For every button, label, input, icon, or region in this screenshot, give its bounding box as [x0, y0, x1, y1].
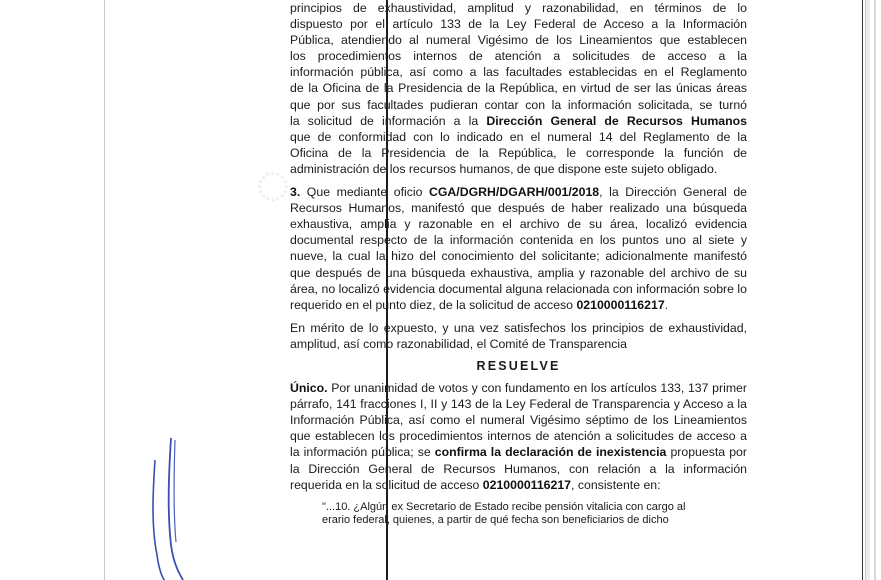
quoted-request	[322, 501, 747, 528]
watermark-mark: ◌	[255, 151, 291, 217]
p1-line: que de conformidad con lo indicado en el numeral 14 del Reglamento de la	[290, 129, 747, 144]
paragraph-unico	[290, 380, 747, 493]
quote-line: "...10. ¿Algún ex Secretario de Estado recibe pensión vitalicia con cargo al	[322, 500, 686, 513]
oficio-number: CGA/DGRH/DGARH/001/2018	[428, 185, 600, 200]
p1-line: Pública, atendiendo al numeral Vigésimo de los Lineamientos que establecen	[290, 33, 747, 48]
paragraph-3	[290, 184, 747, 313]
p3-text-b: , la Dirección General de Recursos Humanos, manifestó que después de haber realizado una búsqueda exhaustiva, amplia y razonable en el archivo de su área, localizó evidencia documental respecto de la información contenida en los puntos uno al siete y nueve, la cual la hizo del conocimiento del solicitante; adicionalmente manifestó que después de una búsqueda exhaustiva, amplia y razonable del archivo de su área, no localizó evidencia documental alguna relacionada con información sobre lo requerido en el punto diez, de la solicitud de acceso	[290, 185, 747, 312]
unico-text-a: Por unanimidad de votos y con fundamento en los artículos 133, 137 primer párrafo, 141 fracciones I, II y 143 de la Ley Federal de Transparencia y Acceso a la Información Pública, así como el numeral Vigésimo séptimo de los Lineamientos que establecen los procedimientos internos de atención a solicitudes de acceso a la información pública; se	[290, 381, 747, 460]
folio-number: 0210000116217	[576, 297, 665, 312]
confirma-bold: confirma la declaración de inexistencia	[434, 445, 667, 460]
p1-line: administración de los recursos humanos, de que dispone este sujeto obligado.	[290, 161, 718, 176]
quote-line: erario federal, quienes, a partir de qué fecha son beneficiarios de dicho	[322, 514, 669, 527]
p1-line-8	[290, 113, 747, 129]
resuelve-heading: RESUELVE	[476, 358, 561, 373]
column-rule-right	[862, 0, 863, 580]
paragraph-2-continued	[290, 0, 747, 177]
handwritten-signature	[145, 430, 195, 580]
unico-text-b: propuesta por la Dirección General de Recursos Humanos, con relación a la información requerida en la solicitud de acceso	[290, 445, 747, 492]
document-text-column	[290, 0, 747, 528]
p1-line: Oficina de la Presidencia de la República, le corresponde la función de	[290, 145, 747, 160]
page-edge-line	[874, 0, 876, 580]
p3-text-a: Que mediante oficio	[300, 185, 429, 200]
p3-end: .	[664, 297, 669, 312]
unico-end: , consistente en:	[571, 477, 661, 492]
p1-line: de la Oficina de la Presidencia de la República, en virtud de ser las únicas áreas	[290, 81, 747, 96]
unico-label: Único.	[290, 381, 328, 396]
dgrh-bold: Dirección General de Recursos Humanos	[486, 113, 748, 128]
p1-line: los procedimientos internos de atención a solicitudes de acceso a la	[290, 49, 747, 64]
p1-line-8-text: la solicitud de información a la	[290, 113, 487, 128]
p1-line: información pública, así como a las facultades establecidas en el Reglamento	[290, 65, 747, 80]
p3-number: 3.	[290, 185, 301, 200]
p1-line: principios de exhaustividad, amplitud y razonabilidad, en términos de lo	[290, 1, 747, 15]
p1-line: dispuesto por el artículo 133 de la Ley Federal de Acceso a la Información	[290, 17, 747, 32]
p1-line: que por sus facultades pudieran contar con la información solicitada, se turnó	[290, 97, 747, 112]
paragraph-merito: En mérito de lo expuesto, y una vez satisfechos los principios de exhaustividad, amplitud, así como razonabilidad, el Comité de Transparencia	[290, 320, 747, 351]
folio-number: 0210000116217	[482, 477, 572, 492]
